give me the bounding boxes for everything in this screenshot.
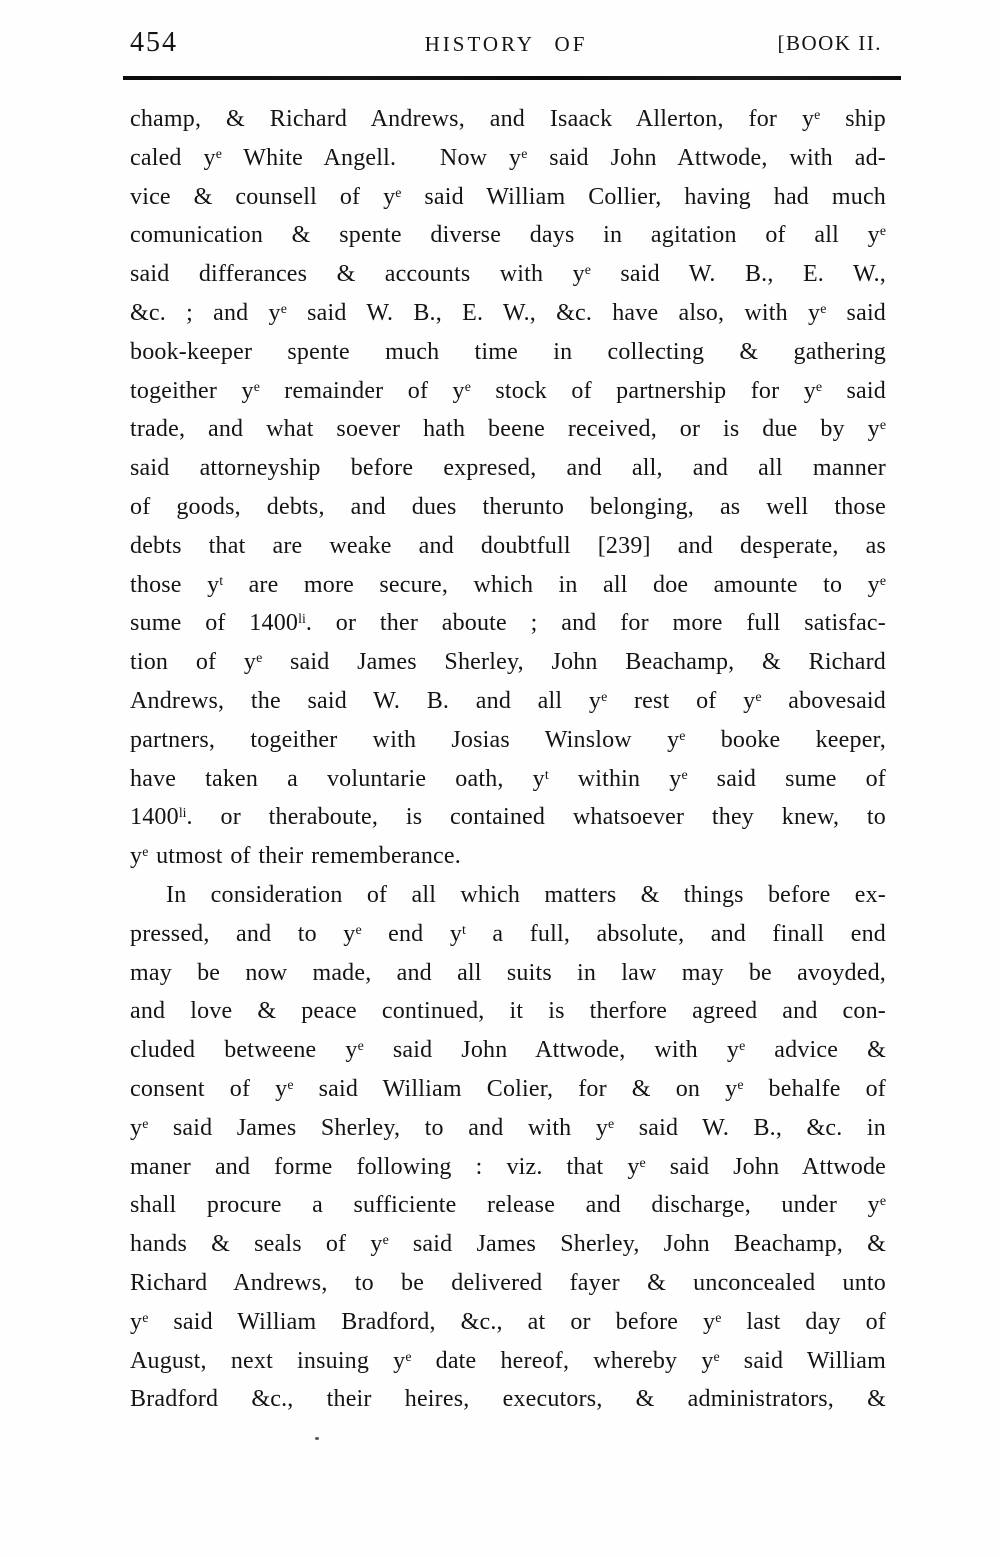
superscript-abbreviation: e [820,302,827,318]
superscript-abbreviation: e [715,1310,722,1326]
text-line: comunication & spente diverse days in agitation of all $y^e$ [130,222,886,249]
text-line: August, next insuing $y^e$ date hereof, whereby $y^e$ said William [130,1347,886,1374]
ink-speck [315,1437,319,1440]
text-line: maner and forme following : viz. that $y^e$ said John Attwode [130,1153,887,1180]
superscript-abbreviation: e [521,146,528,162]
superscript-abbreviation: e [142,845,149,861]
superscript-abbreviation: e [601,690,608,705]
superscript-abbreviation: e [879,418,886,434]
text-line: hands & seals of $y^e$ said James Sherley, John Beachamp, & [130,1231,886,1258]
paragraph [130,876,886,1419]
superscript-abbreviation: e [737,1077,744,1093]
text-line: tion of $y^e$ said James Sherley, John Beachamp, & Richard [130,649,886,676]
superscript-abbreviation: e [382,1233,389,1249]
text-line: those $y^t$ are more secure, which in all doe amounte to $y^e$ [130,571,886,598]
text-line: caled $y^e$ White Angell. Now $y^e$ said John Attwode, with ad- [130,144,886,171]
paragraph [130,100,886,876]
text-line: debts that are weake and doubtfull [239] and desperate, as [130,532,886,559]
superscript-abbreviation: e [879,1194,886,1210]
text-line: Bradford &c., their heires, executors, & administrators, & [130,1386,886,1413]
superscript-abbreviation: t [544,767,549,783]
book-section-label: [BOOK II. [777,31,882,55]
superscript-abbreviation: e [464,379,471,395]
text-line: said attorneyship before expresed, and all, and all manner [130,455,886,482]
superscript-abbreviation: e [142,1310,149,1326]
superscript-abbreviation: e [357,1039,364,1055]
superscript-abbreviation: li [178,806,187,822]
superscript-abbreviation: e [814,108,821,124]
text-line: Richard Andrews, to be delivered fayer & unconcealed unto [130,1269,886,1296]
text-line: said differances & accounts with $y^e$ said W. B., E. W., [130,261,886,288]
text-line: shall procure a sufficiente release and discharge, under $y^e$ [130,1192,886,1219]
superscript-abbreviation: e [280,302,287,318]
text-line: $y^e$ said William Bradford, &c., at or before $y^e$ last day of [130,1308,886,1335]
running-title: HISTORY OF [424,32,588,56]
superscript-abbreviation: t [462,922,466,938]
text-line: $1400^{li}$. or theraboute, is contained whatsoever they knew, to [130,804,886,831]
superscript-abbreviation: e [405,1349,412,1365]
superscript-abbreviation: e [142,1116,149,1132]
text-line: have taken a voluntarie oath, $y^t$ within $y^e$ said sume of [130,765,886,792]
text-line: partners, togeither with Josias Winslow $y^e$ booke keeper, [130,726,886,753]
text-line: may be now made, and all suits in law may be avoyded, [130,959,886,986]
text-line: of goods, debts, and dues therunto belonging, as well those [130,493,886,520]
text-line: vice & counsell of $y^e$ said William Collier, having had much [130,183,886,210]
page-number: 454 [130,27,178,58]
superscript-abbreviation: e [256,651,263,667]
superscript-abbreviation: e [739,1039,746,1055]
superscript-abbreviation: li [298,612,306,628]
text-line: pressed, and to $y^e$ end $y^t$ a full, absolute, and finall end [130,920,886,947]
superscript-abbreviation: t [219,573,224,589]
superscript-abbreviation: e [815,379,823,395]
superscript-abbreviation: e [584,263,591,279]
text-line: book-keeper spente much time in collecting & gathering [130,338,886,365]
superscript-abbreviation: e [681,767,688,783]
superscript-abbreviation: e [879,224,886,240]
superscript-abbreviation: e [713,1349,720,1365]
superscript-abbreviation: e [355,922,362,938]
text-line: In consideration of all which matters & things before ex- [166,881,886,908]
header-rule [123,76,901,80]
text-line: cluded betweene $y^e$ said John Attwode, with $y^e$ advice & [130,1037,887,1064]
superscript-abbreviation: e [679,728,686,744]
superscript-abbreviation: e [608,1116,615,1132]
text-line: Andrews, the said W. B. and all $y^e$ rest of $y^e$ abovesaid [130,687,886,714]
text-line: and love & peace continued, it is therfore agreed and con- [130,998,886,1025]
text-line: consent of $y^e$ said William Colier, for & on $y^e$ behalfe of [130,1075,886,1102]
superscript-abbreviation: e [287,1077,294,1093]
superscript-abbreviation: e [639,1155,646,1171]
text-line: sume of $1400^{li}$. or ther aboute ; and for more full satisfac- [130,610,886,637]
running-head [130,27,882,61]
text-line: $y^e$ utmost of their rememberance. [130,843,461,870]
text-line: $y^e$ said James Sherley, to and with $y^e$ said W. B., &c. in [130,1114,886,1141]
superscript-abbreviation: e [253,379,260,395]
page-body-text [130,100,886,1419]
superscript-abbreviation: e [395,185,402,201]
text-line: champ, & Richard Andrews, and Isaack Allerton, for $y^e$ ship [130,106,887,132]
text-line: &c. ; and $y^e$ said W. B., E. W., &c. have also, with $y^e$ said [130,299,887,326]
superscript-abbreviation: e [755,690,762,705]
superscript-abbreviation: e [215,146,222,162]
superscript-abbreviation: e [879,573,886,589]
text-line: togeither $y^e$ remainder of $y^e$ stock of partnership for $y^e$ said [130,377,886,404]
text-line: trade, and what soever hath beene received, or is due by $y^e$ [130,416,886,443]
